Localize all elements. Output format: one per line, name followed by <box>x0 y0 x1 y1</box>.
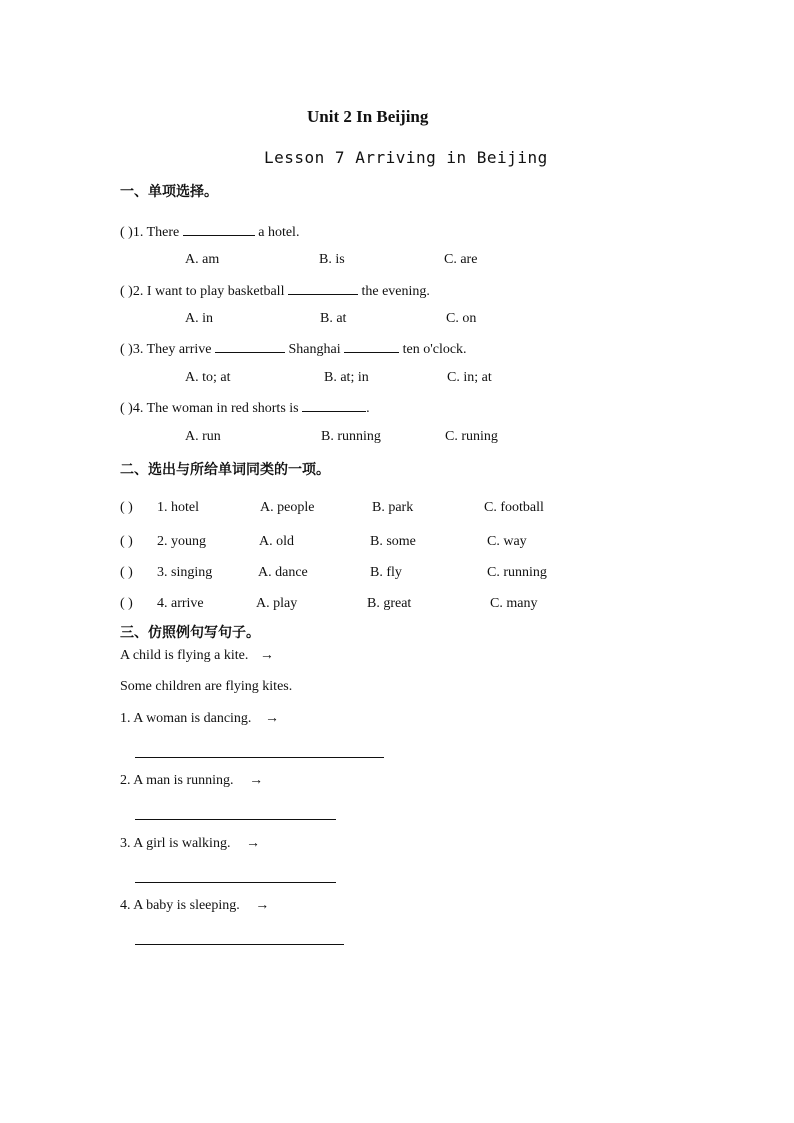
word-item: 1. hotel <box>157 500 199 515</box>
example-answer: Some children are flying kites. <box>120 679 293 694</box>
answer-line[interactable] <box>135 757 384 758</box>
option: B. fly <box>370 565 402 580</box>
option: A. dance <box>258 565 308 580</box>
option: B. at <box>320 311 347 326</box>
arrow-icon: → <box>245 836 260 851</box>
option: A. old <box>259 534 294 549</box>
option: B. at; in <box>324 370 369 385</box>
rewrite-question: 4. A baby is sleeping. → <box>120 898 270 913</box>
word-item: 4. arrive <box>157 596 204 611</box>
answer-paren[interactable]: ( ) <box>120 401 133 416</box>
arrow-icon: → <box>259 648 274 663</box>
option: A. run <box>185 429 221 444</box>
word-item: 3. singing <box>157 565 213 580</box>
section-1-heading: 一、单项选择。 <box>120 184 218 200</box>
answer-paren[interactable]: ( ) <box>120 534 133 549</box>
question-row: ( )1. There a hotel. <box>120 225 300 240</box>
answer-blank[interactable] <box>344 340 399 353</box>
answer-paren[interactable]: ( ) <box>120 500 133 515</box>
option: C. way <box>487 534 527 549</box>
question-row: ( )2. I want to play basketball the evening. <box>120 284 430 299</box>
option: C. are <box>444 252 478 267</box>
answer-paren[interactable]: ( ) <box>120 596 133 611</box>
answer-blank[interactable] <box>302 399 366 412</box>
option: C. in; at <box>447 370 492 385</box>
option: B. running <box>321 429 381 444</box>
option: A. play <box>256 596 298 611</box>
answer-blank[interactable] <box>183 223 255 236</box>
rewrite-question: 3. A girl is walking. → <box>120 836 260 851</box>
option: C. running <box>487 565 547 580</box>
option: B. park <box>372 500 414 515</box>
option: A. to; at <box>185 370 231 385</box>
section-2-heading: 二、选出与所给单词同类的一项。 <box>120 462 330 478</box>
rewrite-question: 1. A woman is dancing. → <box>120 711 279 726</box>
option: B. is <box>319 252 345 267</box>
option: A. am <box>185 252 220 267</box>
option: C. many <box>490 596 538 611</box>
option: C. on <box>446 311 477 326</box>
option: C. runing <box>445 429 498 444</box>
option: A. in <box>185 311 213 326</box>
answer-line[interactable] <box>135 882 336 883</box>
option: A. people <box>260 500 315 515</box>
arrow-icon: → <box>255 898 270 913</box>
answer-paren[interactable]: ( ) <box>120 565 133 580</box>
arrow-icon: → <box>249 773 264 788</box>
answer-paren[interactable]: ( ) <box>120 225 133 240</box>
answer-paren[interactable]: ( ) <box>120 284 133 299</box>
rewrite-question: 2. A man is running. → <box>120 773 264 788</box>
answer-blank[interactable] <box>288 282 358 295</box>
answer-blank[interactable] <box>215 340 285 353</box>
page-title: Unit 2 In Beijing <box>307 107 429 126</box>
arrow-icon: → <box>264 711 279 726</box>
question-row: ( )4. The woman in red shorts is . <box>120 401 370 416</box>
option: B. some <box>370 534 416 549</box>
word-item: 2. young <box>157 534 206 549</box>
option: B. great <box>367 596 412 611</box>
section-3-heading: 三、仿照例句写句子。 <box>120 625 260 641</box>
question-row: ( )3. They arrive Shanghai ten o'clock. <box>120 342 467 357</box>
lesson-title: Lesson 7 Arriving in Beijing <box>264 148 548 167</box>
answer-line[interactable] <box>135 944 344 945</box>
option: C. football <box>484 500 544 515</box>
answer-paren[interactable]: ( ) <box>120 342 133 357</box>
answer-line[interactable] <box>135 819 336 820</box>
example-sentence: A child is flying a kite. → <box>120 648 274 663</box>
